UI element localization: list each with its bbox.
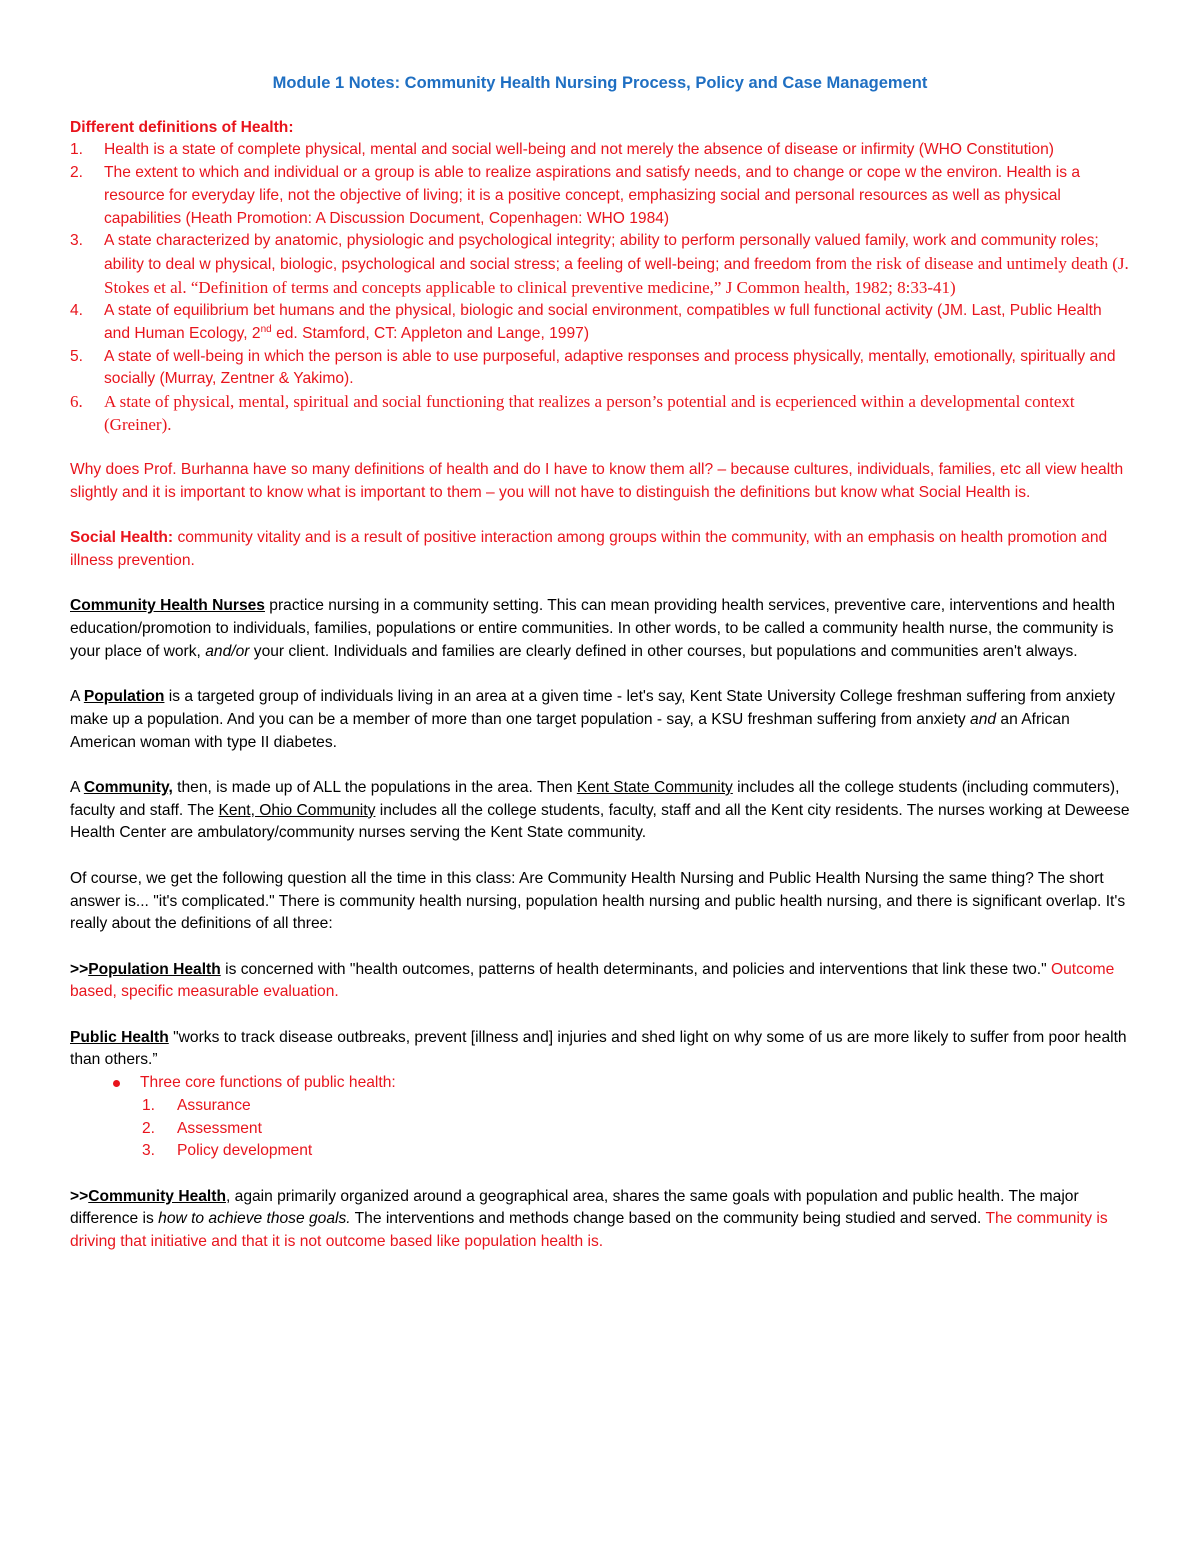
definitions-heading: Different definitions of Health: bbox=[70, 118, 294, 136]
chn-paragraph: Community Health Nurses practice nursing in a community setting. This can mean providing health services, preventive care, interventions and health education/promotion to individuals, families, populations or entire communities. In other words, to be called a community health nurse, the community is your place of work, and/or your client. Individuals and families are clearly defined in other courses, but populations and communities aren't always. bbox=[70, 597, 1115, 660]
list-item: 2. Assessment bbox=[142, 1119, 262, 1137]
list-item: 1. Health is a state of complete physical, mental and social well-being and not merely the absence of disease or infirmity (WHO Constitution) bbox=[70, 141, 1054, 159]
why-paragraph: Why does Prof. Burhanna have so many definitions of health and do I have to know them all? – because cultures, individuals, families, etc all view health slightly and it is important to know what is important to them – you will not have to distinguish the definitions but know what Social Health is. bbox=[70, 461, 1124, 501]
core-functions-list bbox=[70, 1095, 1130, 1163]
chn-term: Community Health Nurses bbox=[70, 597, 265, 615]
community-health-paragraph: >>Community Health, again primarily organized around a geographical area, shares the same goals with population and public health. The major difference is how to achieve those goals. The interventions and methods change based on the community being studied and served. The community is driving that initiative and that it is not outcome based like population health is. bbox=[70, 1187, 1108, 1251]
bullet-dot-icon bbox=[113, 1080, 120, 1087]
document-page bbox=[70, 70, 1130, 1276]
page-title: Module 1 Notes: Community Health Nursing Process, Policy and Case Management bbox=[272, 74, 928, 92]
population-term: Population bbox=[83, 688, 165, 706]
social-health-term: Social Health: bbox=[70, 529, 174, 547]
population-health-term: Population Health bbox=[88, 960, 221, 978]
public-health-paragraph: Public Health "works to track disease outbreaks, prevent [illness and] injuries and shed light on why some of us are more likely to suffer from poor health than others.” bbox=[70, 1028, 1127, 1069]
community-health-term: Community Health bbox=[88, 1187, 226, 1205]
list-item: 5. A state of well-being in which the person is able to use purposeful, adaptive responses and process physically, mentally, emotionally, spiritually and socially (Murray, Zentner & Yakimo). bbox=[70, 347, 1116, 388]
population-paragraph: A Population is a targeted group of individuals living in an area at a given time - let's say, Kent State University College freshman suffering from anxiety make up a population. And you can be a member of more than one target population - say, a KSU freshman suffering from anxiety and an African American woman with type II diabetes. bbox=[70, 688, 1116, 751]
definitions-list bbox=[70, 139, 1130, 436]
list-item: 6. A state of physical, mental, spiritual and social functioning that realizes a person’s potential and is ecperienced within a developmental context (Greiner). bbox=[70, 392, 1075, 434]
list-item: 3. A state characterized by anatomic, physiologic and psychological integrity; ability to perform personally valued family, work and community roles; ability to deal w physical, biologic, psychological and social stress; a feeling of well-being; and freedom from the risk of disease and untimely death (J. Stokes et al. “Definition of terms and concepts applicable to clinical preventive medicine,” J Common health, 1982; 8:33-41) bbox=[70, 232, 1129, 297]
community-paragraph: A Community, then, is made up of ALL the populations in the area. Then Kent State Community includes all the college students (including commuters), faculty and staff. The Kent, Ohio Community includes all the college students, faculty, staff and all the Kent city residents. The nurses working at Deweese Health Center are ambulatory/community nurses serving the Kent State community. bbox=[70, 779, 1130, 842]
social-health-paragraph: Social Health: community vitality and is a result of positive interaction among groups within the community, with an emphasis on health promotion and illness prevention. bbox=[70, 529, 1108, 570]
list-item: 4. A state of equilibrium bet humans and the physical, biologic and social environment, compatibles w full functional activity (JM. Last, Public Health and Human Ecology, 2nd ed. Stamford, CT: Appleton and Lange, 1997) bbox=[70, 302, 1102, 343]
question-paragraph: Of course, we get the following question all the time in this class: Are Community Health Nursing and Public Health Nursing the same thing? The short answer is... "it's complicated." There is community health nursing, population health nursing and public health nursing, and there is significant overlap. It's really about the definitions of all three: bbox=[70, 869, 1126, 933]
population-health-paragraph: >>Population Health is concerned with "health outcomes, patterns of health determinants, and policies and interventions that link these two." Outcome based, specific measurable evaluation. bbox=[70, 960, 1115, 1001]
public-health-term: Public Health bbox=[70, 1028, 169, 1046]
community-term: Community, bbox=[83, 779, 173, 797]
list-item: 2. The extent to which and individual or a group is able to realize aspirations and satisfy needs, and to change or cope w the environ. Health is a resource for everyday life, not the objective of living; it is a positive concept, emphasizing social and personal resources as well as physical capabilities (Heath Promotion: A Discussion Document, Copenhagen: WHO 1984) bbox=[70, 164, 1081, 227]
list-item: 3. Policy development bbox=[142, 1142, 313, 1160]
public-health-bullets bbox=[70, 1072, 1130, 1095]
list-item: Three core functions of public health: bbox=[70, 1072, 1130, 1095]
list-item: 1. Assurance bbox=[142, 1096, 251, 1114]
